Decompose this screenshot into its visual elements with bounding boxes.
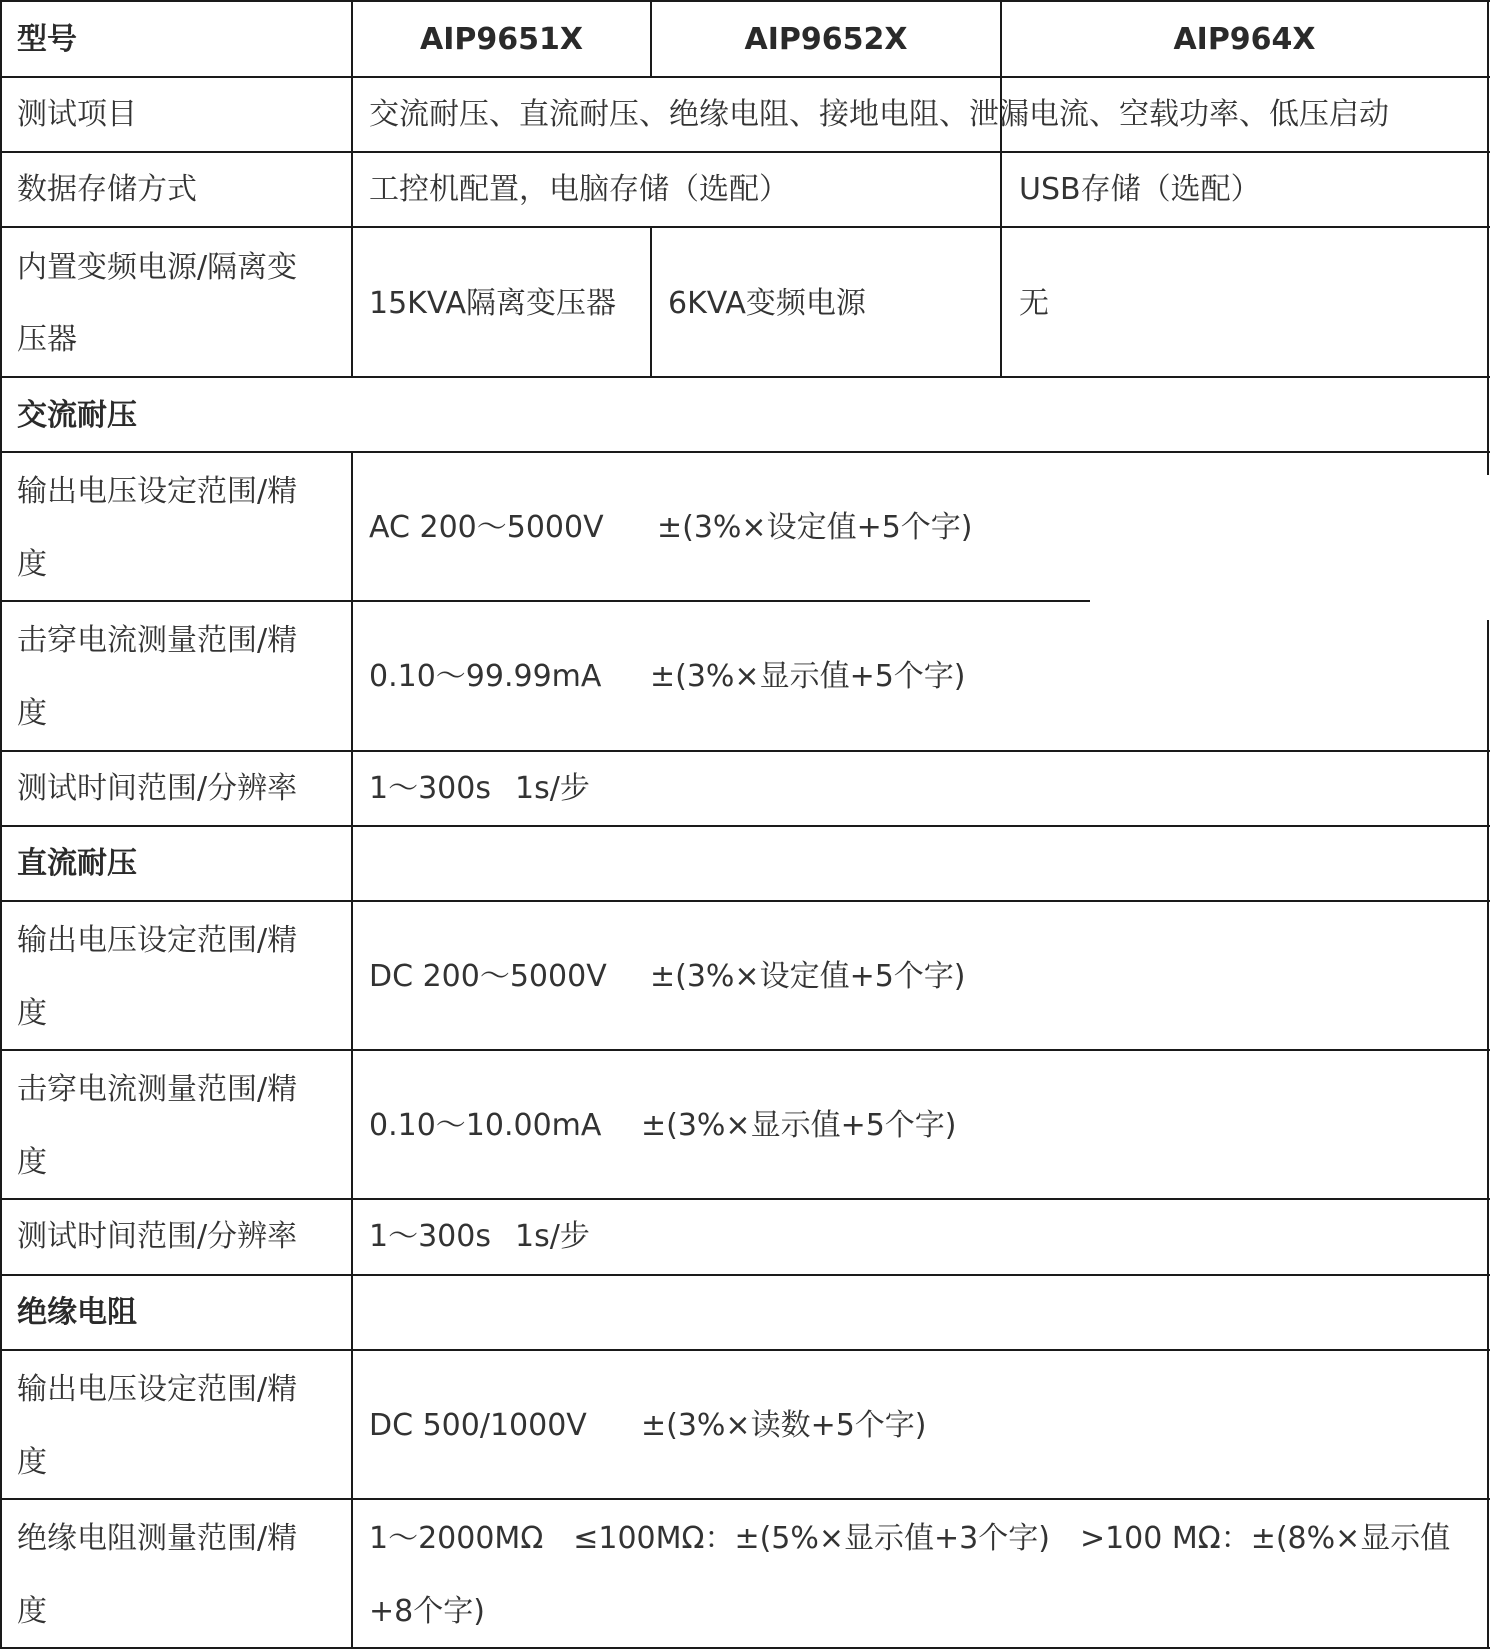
ac-current-accuracy: ±(3%×显示值+5个字) xyxy=(650,659,966,694)
dc-time-label: 测试时间范围/分辨率 xyxy=(17,1219,298,1254)
dc-current-accuracy: ±(3%×显示值+5个字) xyxy=(641,1108,957,1143)
ir-voltage-label-line1: 输出电压设定范围/精 xyxy=(17,1372,298,1407)
dc-voltage-range: DC 200～5000V xyxy=(369,959,607,994)
dc-voltage-label-line1: 输出电压设定范围/精 xyxy=(17,923,298,958)
ir-resistance-label-line2: 度 xyxy=(17,1594,47,1629)
power-label-line1: 内置变频电源/隔离变 xyxy=(17,250,298,285)
grid-line xyxy=(650,226,652,377)
storage-value-pc: 工控机配置，电脑存储（选配） xyxy=(369,172,789,207)
grid-line xyxy=(0,1349,1490,1351)
storage-value-usb: USB存储（选配） xyxy=(1019,172,1261,207)
grid-line xyxy=(0,376,1490,378)
power-label-line2: 压器 xyxy=(17,322,77,357)
grid-line xyxy=(0,151,1490,153)
grid-line xyxy=(0,0,1490,2)
test-items-value: 交流耐压、直流耐压、绝缘电阻、接地电阻、泄漏电流、空载功率、低压启动 xyxy=(369,97,1389,132)
dc-current-range: 0.10～10.00mA xyxy=(369,1108,602,1143)
section-title-ac: 交流耐压 xyxy=(17,398,137,433)
grid-line xyxy=(0,600,1090,602)
grid-line xyxy=(0,750,1490,752)
ac-voltage-range: AC 200～5000V xyxy=(369,510,604,545)
ac-time-range: 1～300s xyxy=(369,771,491,806)
grid-line xyxy=(1487,620,1489,1649)
grid-line xyxy=(0,900,1490,902)
model-aip9651x: AIP9651X xyxy=(420,22,583,57)
grid-line xyxy=(0,76,1490,78)
model-aip964x: AIP964X xyxy=(1173,22,1316,57)
grid-line xyxy=(351,451,353,1649)
dc-voltage-accuracy: ±(3%×设定值+5个字) xyxy=(650,959,966,994)
ac-voltage-label-line1: 输出电压设定范围/精 xyxy=(17,474,298,509)
ir-voltage-label-line2: 度 xyxy=(17,1445,47,1480)
grid-line xyxy=(0,226,1490,228)
ac-voltage-accuracy: ±(3%×设定值+5个字) xyxy=(657,510,973,545)
grid-line xyxy=(1487,0,1489,475)
dc-current-label-line1: 击穿电流测量范围/精 xyxy=(17,1072,298,1107)
grid-line xyxy=(0,0,2,1649)
ac-current-range: 0.10～99.99mA xyxy=(369,659,602,694)
dc-time-resolution: 1s/步 xyxy=(515,1219,590,1254)
ir-resistance-line1: 1～2000MΩ ≤100MΩ：±(5%×显示值+3个字) >100 MΩ：±(8%×显示值 xyxy=(369,1521,1451,1556)
ac-current-label-line1: 击穿电流测量范围/精 xyxy=(17,623,298,658)
ac-current-label-line2: 度 xyxy=(17,696,47,731)
ir-voltage-range: DC 500/1000V xyxy=(369,1408,587,1443)
grid-line xyxy=(0,825,1490,827)
grid-line xyxy=(0,451,1490,453)
grid-line xyxy=(0,1049,1490,1051)
ac-time-resolution: 1s/步 xyxy=(515,771,590,806)
header-label: 型号 xyxy=(17,22,77,57)
dc-current-label-line2: 度 xyxy=(17,1145,47,1180)
ac-time-label: 测试时间范围/分辨率 xyxy=(17,771,298,806)
ir-voltage-accuracy: ±(3%×读数+5个字) xyxy=(641,1408,927,1443)
section-title-dc: 直流耐压 xyxy=(17,846,137,881)
grid-line xyxy=(0,1198,1490,1200)
power-value-aip9651x: 15KVA隔离变压器 xyxy=(369,286,616,321)
test-items-label: 测试项目 xyxy=(17,97,137,132)
dc-time-range: 1～300s xyxy=(369,1219,491,1254)
grid-line xyxy=(0,1498,1490,1500)
model-aip9652x: AIP9652X xyxy=(744,22,908,57)
ir-resistance-line2: +8个字) xyxy=(369,1594,485,1629)
ac-voltage-label-line2: 度 xyxy=(17,547,47,582)
power-value-aip964x: 无 xyxy=(1019,286,1049,321)
storage-label: 数据存储方式 xyxy=(17,172,197,207)
grid-line xyxy=(0,1274,1490,1276)
section-title-ir: 绝缘电阻 xyxy=(17,1295,137,1330)
power-value-aip9652x: 6KVA变频电源 xyxy=(668,286,866,321)
ir-resistance-label-line1: 绝缘电阻测量范围/精 xyxy=(17,1521,298,1556)
dc-voltage-label-line2: 度 xyxy=(17,996,47,1031)
